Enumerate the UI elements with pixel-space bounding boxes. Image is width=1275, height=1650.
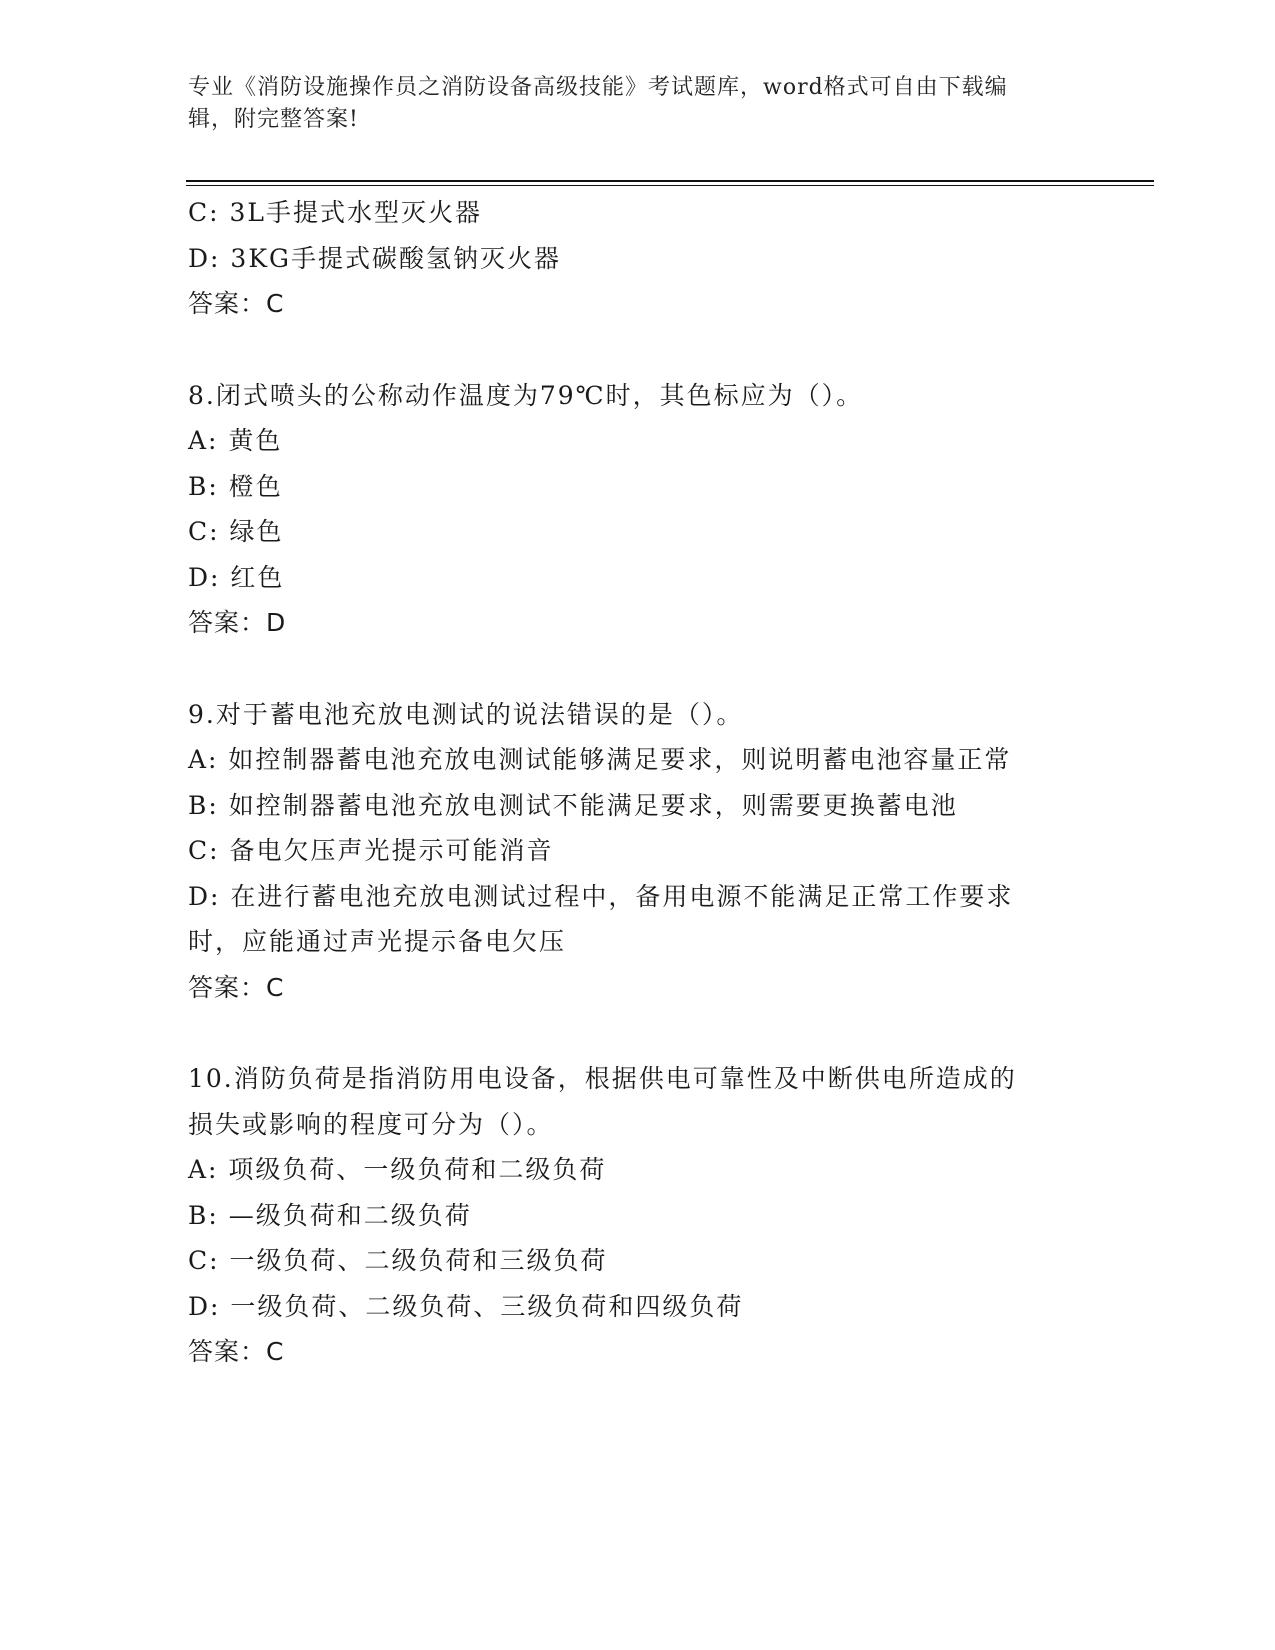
option-d: D: 一级负荷、二级负荷、三级负荷和四级负荷 xyxy=(188,1291,744,1321)
option-c: C: 一级负荷、二级负荷和三级负荷 xyxy=(188,1246,608,1275)
question-text: 9.对于蓄电池充放电测试的说法错误的是（）。 xyxy=(188,699,744,729)
question-text-line-1: 10.消防负荷是指消防用电设备，根据供电可靠性及中断供电所造成的 xyxy=(188,1064,1017,1093)
option-d-line-1: D: 在进行蓄电池充放电测试过程中，备用电源不能满足正常工作要求 xyxy=(188,881,1014,911)
option-c: C: 备电欠压声光提示可能消音 xyxy=(188,836,554,865)
header-line-2: 辑，附完整答案! xyxy=(188,107,359,132)
option-a: A: 如控制器蓄电池充放电测试能够满足要求，则说明蓄电池容量正常 xyxy=(188,745,1012,774)
option-d: D: 红色 xyxy=(188,562,285,592)
answer: 答案：D xyxy=(188,608,287,637)
answer: 答案：C xyxy=(188,289,285,318)
option-b: B: 橙色 xyxy=(188,471,283,501)
header-line-1: 专业《消防设施操作员之消防设备高级技能》考试题库，word格式可自由下载编 xyxy=(188,75,1008,100)
header-divider-thin xyxy=(186,185,1154,186)
question-block-prev xyxy=(188,190,1088,327)
spacer xyxy=(188,646,1088,692)
spacer xyxy=(188,327,1088,373)
header-divider-thick xyxy=(186,180,1154,182)
spacer xyxy=(188,1010,1088,1056)
question-block-10 xyxy=(188,1056,1088,1375)
option-d: D: 3KG手提式碳酸氢钠灭火器 xyxy=(188,243,561,273)
question-text-line-2: 损失或影响的程度可分为（）。 xyxy=(188,1109,554,1139)
option-a: A: 黄色 xyxy=(188,426,283,455)
option-c: C: 3L手提式水型灭火器 xyxy=(188,198,483,227)
answer: 答案：C xyxy=(188,972,285,1002)
question-list xyxy=(188,190,1088,1375)
question-text: 8.闭式喷头的公称动作温度为79℃时，其色标应为（）。 xyxy=(188,380,864,410)
option-a: A: 项级负荷、一级负荷和二级负荷 xyxy=(188,1155,607,1184)
option-d-line-2: 时，应能通过声光提示备电欠压 xyxy=(188,927,567,956)
option-c: C: 绿色 xyxy=(188,517,284,546)
question-block-8 xyxy=(188,373,1088,646)
option-b: B: 如控制器蓄电池充放电测试不能满足要求，则需要更换蓄电池 xyxy=(188,790,958,820)
document-header xyxy=(188,72,1068,136)
question-block-9 xyxy=(188,692,1088,1011)
option-b: B: —级负荷和二级负荷 xyxy=(188,1200,472,1230)
answer: 答案：C xyxy=(188,1337,285,1366)
